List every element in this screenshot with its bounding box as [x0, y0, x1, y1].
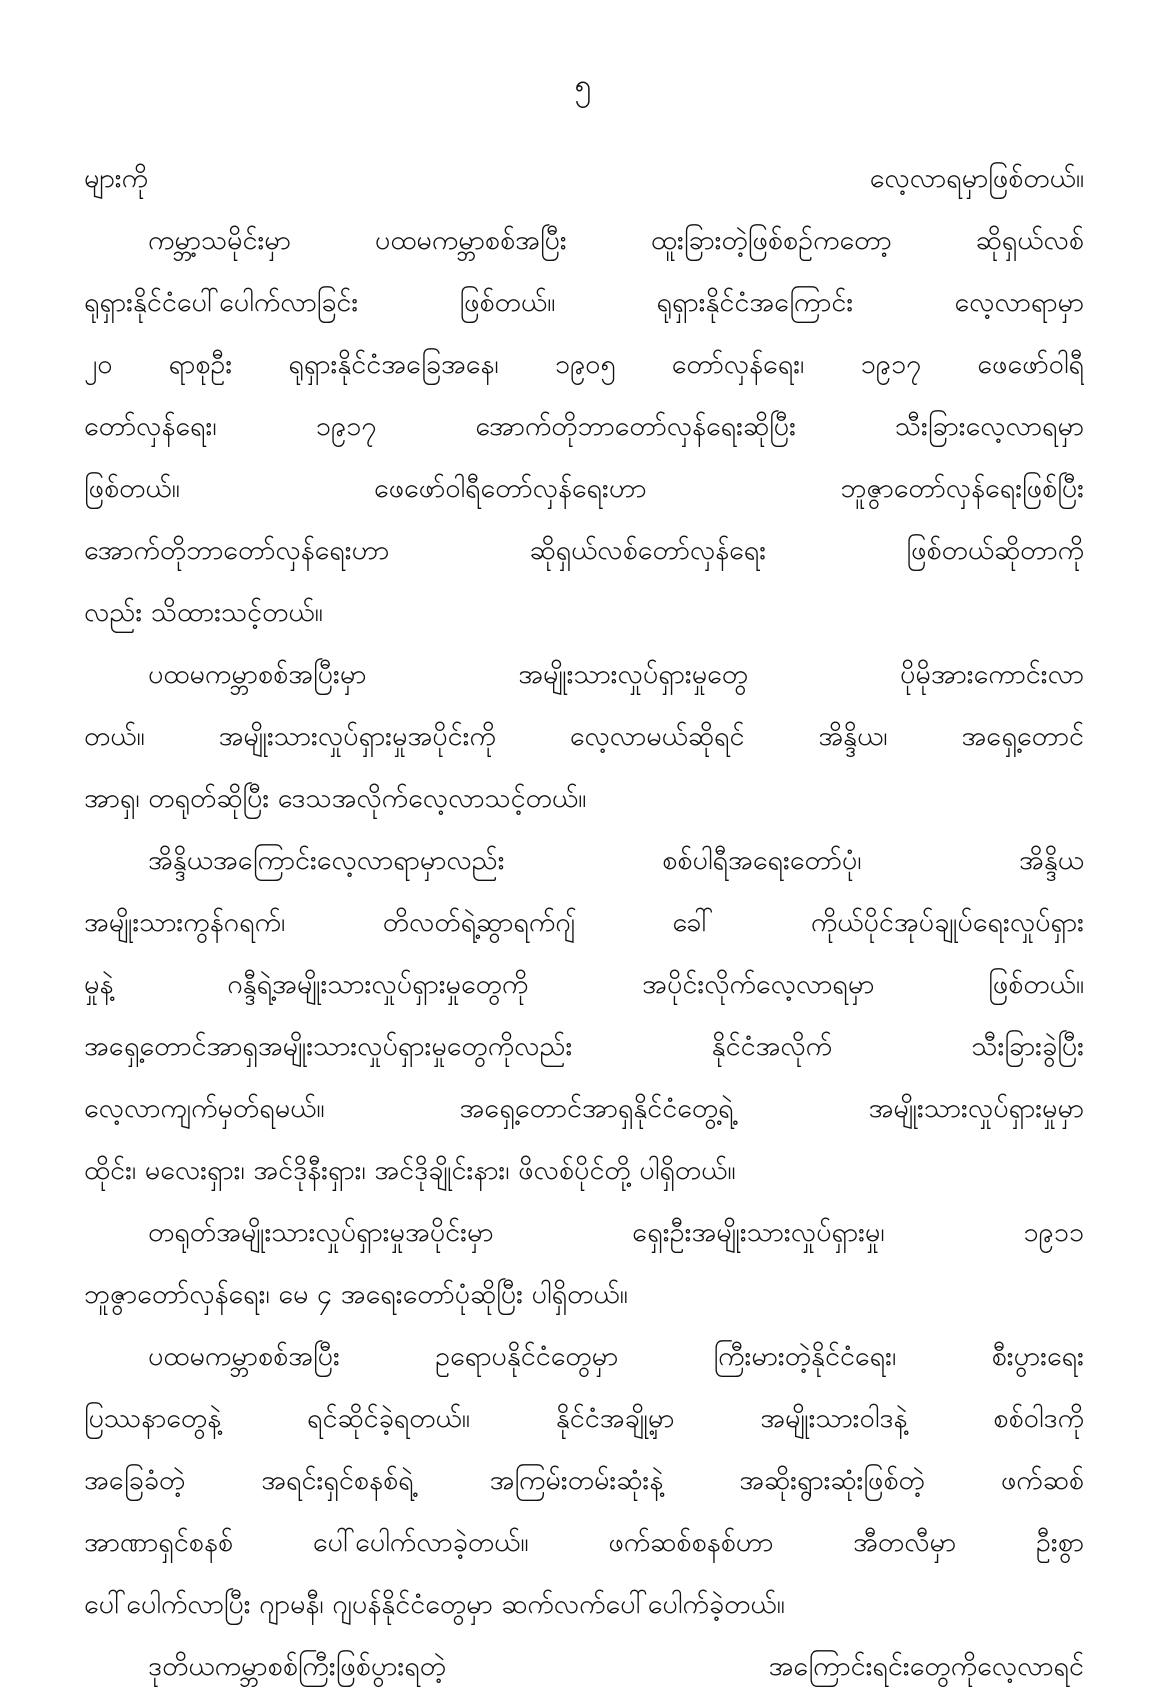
- text-line: တော်လှန်ရေး၊ ၁၉၁၇ အောက်တိုဘာတော်လှန်ရေးဆိုပြီး သီးခြားလေ့လာရမှာ: [84, 411, 1084, 442]
- text-line: အိန္ဒိယအကြောင်းလေ့လာရာမှာလည်း စစ်ပါရီအရေးတော်ပုံ၊ အိန္ဒိယ: [148, 845, 1084, 876]
- text-line: တရုတ်အမျိုးသားလှုပ်ရှားမှုအပိုင်းမှာ ရှေးဦးအမျိုးသားလှုပ်ရှားမှု၊ ၁၉၁၁: [148, 1217, 1084, 1248]
- text-line: အခြေခံတဲ့ အရင်းရှင်စနစ်ရဲ့ အကြမ်းတမ်းဆုံးနဲ့ အဆိုးရွားဆုံးဖြစ်တဲ့ ဖက်ဆစ်: [84, 1465, 1084, 1496]
- text-line: ကမ္ဘာ့သမိုင်းမှာ ပထမကမ္ဘာစစ်အပြီး ထူးခြားတဲ့ဖြစ်စဉ်ကတော့ ဆိုရှယ်လစ်: [148, 225, 1084, 256]
- text-line: အမျိုးသားကွန်ဂရက်၊ တိလတ်ရဲ့ဆွာရက်ဂျ် ခေါ် ကိုယ်ပိုင်အုပ်ချုပ်ရေးလှုပ်ရှား: [84, 907, 1084, 938]
- text-line: ပထမကမ္ဘာစစ်အပြီးမှာ အမျိုးသားလှုပ်ရှားမှုတွေ ပိုမိုအားကောင်းလာ: [148, 659, 1084, 690]
- text-line: ပေါ်ပေါက်လာပြီး ဂျာမနီ၊ ဂျပန်နိုင်ငံတွေမှာ ဆက်လက်ပေါ်ပေါက်ခဲ့တယ်။: [84, 1589, 785, 1620]
- text-line: လည်း သိထားသင့်တယ်။: [84, 597, 323, 628]
- text-line: တယ်။ အမျိုးသားလှုပ်ရှားမှုအပိုင်းကို လေ့လာမယ်ဆိုရင် အိန္ဒိယ၊ အရှေ့တောင်: [84, 721, 1084, 752]
- text-line: ဒုတိယကမ္ဘာစစ်ကြီးဖြစ်ပွားရတဲ့ အကြောင်းရင်းတွေကိုလေ့လာရင်: [148, 1651, 1084, 1682]
- text-line: ရုရှားနိုင်ငံပေါ်ပေါက်လာခြင်း ဖြစ်တယ်။ ရုရှားနိုင်ငံအကြောင်း လေ့လာရာမှာ: [84, 287, 1084, 318]
- page-number: ၅: [574, 68, 592, 103]
- text-line: ထိုင်း၊ မလေးရှား၊ အင်ဒိုနီးရှား၊ အင်ဒိုချိုင်းနား၊ ဖိလစ်ပိုင်တို့ ပါရှိတယ်။: [84, 1155, 736, 1186]
- text-line: ဘူဇွာတော်လှန်ရေး၊ မေ ၄ အရေးတော်ပုံဆိုပြီး ပါရှိတယ်။: [84, 1279, 628, 1310]
- text-line: အရှေ့တောင်အာရှအမျိုးသားလှုပ်ရှားမှုတွေကိုလည်း နိုင်ငံအလိုက် သီးခြားခွဲပြီး: [84, 1031, 1084, 1062]
- text-line: အာရှ၊ တရုတ်ဆိုပြီး ဒေသအလိုက်လေ့လာသင့်တယ်။: [84, 783, 587, 814]
- text-line: များကို လေ့လာရမှာဖြစ်တယ်။: [84, 163, 1084, 194]
- text-line: လေ့လာကျက်မှတ်ရမယ်။ အရှေ့တောင်အာရှနိုင်ငံတွေ့ရဲ့ အမျိုးသားလှုပ်ရှားမှုမှာ: [84, 1093, 1084, 1124]
- text-line: ဖြစ်တယ်။ ဖေဖော်ဝါရီတော်လှန်ရေးဟာ ဘူဇွာတော်လှန်ရေးဖြစ်ပြီး: [84, 473, 1084, 504]
- text-line: ပြဿနာတွေနဲ့ ရင်ဆိုင်ခဲ့ရတယ်။ နိုင်ငံအချို့မှာ အမျိုးသားဝါဒနဲ့ စစ်ဝါဒကို: [84, 1403, 1084, 1434]
- text-line: အောက်တိုဘာတော်လှန်ရေးဟာ ဆိုရှယ်လစ်တော်လှန်ရေး ဖြစ်တယ်ဆိုတာကို: [84, 535, 1084, 566]
- body-text: [84, 148, 1084, 1698]
- text-line: အာဏာရှင်စနစ် ပေါ်ပေါက်လာခဲ့တယ်။ ဖက်ဆစ်စနစ်ဟာ အီတလီမှာ ဦးစွာ: [84, 1527, 1084, 1558]
- text-line: မှုနဲ့ ဂန္ဒီရဲ့အမျိုးသားလှုပ်ရှားမှုတွေကို အပိုင်းလိုက်လေ့လာရမှာ ဖြစ်တယ်။: [84, 969, 1084, 1000]
- text-line: ပထမကမ္ဘာစစ်အပြီး ဥရောပနိုင်ငံတွေမှာ ကြီးမားတဲ့နိုင်ငံရေး၊ စီးပွားရေး: [148, 1341, 1084, 1372]
- text-line: ၂၀ ရာစုဦး ရုရှားနိုင်ငံအခြေအနေ၊ ၁၉၀၅ တော်လှန်ရေး၊ ၁၉၁၇ ဖေဖော်ဝါရီ: [84, 349, 1084, 380]
